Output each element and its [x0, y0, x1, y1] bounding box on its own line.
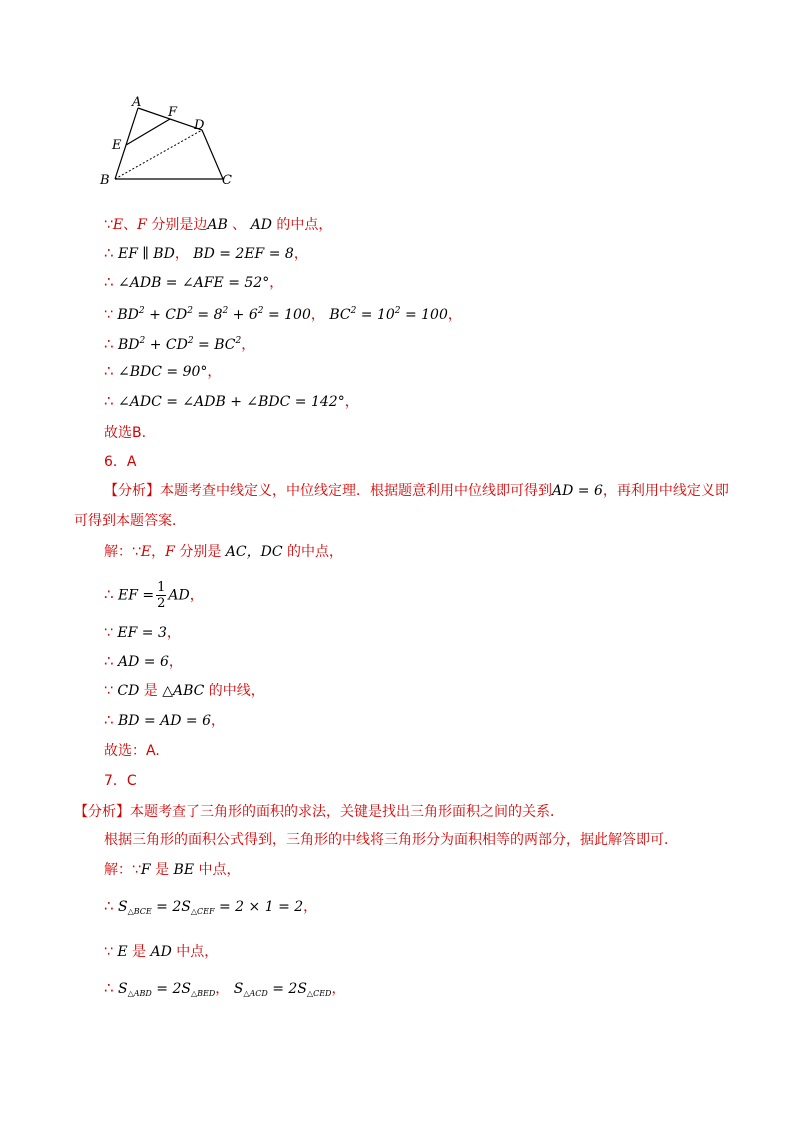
text-fragment: 分别是: [174, 544, 226, 560]
text-fragment: 分别是边: [146, 217, 208, 233]
analysis-6-line-2: 可得到本题答案．: [74, 513, 186, 529]
text-fragment: 是: [139, 683, 163, 699]
analysis-7-line-1: 【分析】本题考查了三角形的面积的求法，关键是找出三角形面积之间的关系．: [74, 804, 564, 820]
math-expression: AD = 6: [118, 654, 169, 670]
math-cd: CD: [117, 683, 140, 699]
text-fragment: 的中点，: [271, 217, 333, 233]
comma: ，: [310, 307, 325, 323]
label-c: C: [222, 173, 232, 188]
line-pythagoras-equal: [104, 331, 255, 355]
label-d: D: [194, 118, 205, 133]
solution-7-line-1: [104, 860, 241, 880]
because-symbol: ∵: [104, 944, 113, 960]
therefore-symbol: ∴: [104, 273, 114, 291]
fraction-numerator: 1: [157, 580, 166, 595]
label-e: E: [112, 138, 122, 153]
because-symbol: ∵: [104, 217, 113, 233]
math-expression: ∠BDC = 90°: [118, 364, 208, 380]
math-expression: AD = 6: [552, 483, 603, 499]
therefore-symbol: ∴: [104, 335, 114, 353]
solution-6-line-5: [104, 681, 265, 701]
math-expression: $BC^2 = 10^2 = 100$: [329, 306, 448, 323]
comma: ，: [215, 981, 230, 997]
math-expression: EF =: [118, 587, 155, 604]
var-e: E: [112, 217, 124, 233]
text-fragment: 【分析】本题考查中线定义，中位线定理．根据题意利用中位线即可得到: [104, 483, 552, 499]
text-fragment: 是: [127, 944, 151, 960]
therefore-symbol: ∴: [104, 897, 114, 915]
because-symbol: ∵: [104, 625, 113, 641]
question-6-heading: 6．A: [104, 454, 137, 470]
math-expression: $S_{\triangle BCE} = 2S_{\triangle CEF} = 2 \times 1 = 2$: [118, 899, 304, 916]
line-angle-bdc: [104, 361, 221, 382]
therefore-symbol: ∴: [104, 585, 114, 604]
therefore-symbol: ∴: [104, 362, 114, 380]
text-fragment: 的中点，: [282, 544, 343, 560]
text-fragment: 是: [150, 862, 174, 878]
comma: ，: [166, 625, 181, 641]
text-fragment: 中点，: [171, 944, 219, 960]
therefore-symbol: ∴: [104, 392, 114, 410]
separator: 、: [123, 217, 138, 233]
label-b: B: [100, 173, 110, 188]
text-fragment: 解：∵: [104, 544, 141, 560]
solution-7-line-2: [104, 896, 317, 922]
because-symbol: ∵: [104, 683, 113, 699]
comma: ，: [331, 981, 346, 997]
var-f: F: [140, 862, 151, 878]
separator: ，: [151, 544, 166, 560]
math-expression: $S_{\triangle ABD} = 2S_{\triangle BED}$: [118, 981, 216, 998]
line-ef-midpoints: [104, 215, 332, 235]
text-fragment: 的中线，: [204, 683, 265, 699]
therefore-symbol: ∴: [104, 979, 114, 997]
line-pythagoras-check: [104, 301, 462, 325]
comma: ，: [211, 713, 226, 729]
var-f: F: [165, 544, 175, 560]
label-f: F: [168, 105, 178, 120]
comma: ，: [447, 307, 462, 323]
math-expression: AD: [168, 587, 190, 604]
solution-6-line-3: [104, 623, 181, 643]
math-triangle-abc: △ABC: [162, 683, 205, 699]
text-fragment: 解：∵: [104, 862, 141, 878]
comma: ，: [303, 899, 318, 915]
text-fragment: 中点，: [194, 862, 241, 878]
math-ad: AD: [250, 217, 272, 233]
math-expression: BD = AD = 6: [118, 713, 212, 729]
line-angle-adb: [104, 272, 283, 293]
math-expression: BD = 2EF = 8: [193, 246, 294, 262]
fraction-denominator: 2: [157, 596, 166, 611]
math-expression: EF ∥ BD: [118, 246, 175, 262]
comma: ，: [174, 246, 189, 262]
comma: ，: [207, 364, 222, 380]
math-expression: $BD^2 + CD^2 = BC^2$: [118, 336, 242, 353]
math-expression: $S_{\triangle ACD} = 2S_{\triangle CED}$: [233, 981, 332, 998]
solution-6-line-2: [104, 580, 204, 611]
math-expression: ∠ADB = ∠AFE = 52°: [118, 275, 270, 291]
because-symbol: ∵: [104, 307, 113, 323]
fraction: [156, 580, 166, 611]
answer-choice-a: 故选：A.: [104, 743, 160, 759]
comma: ，: [269, 275, 284, 291]
solution-6-line-6: [104, 710, 225, 731]
analysis-6-line-1: [104, 481, 729, 501]
separator: ，: [246, 544, 261, 560]
separator: 、: [227, 217, 251, 233]
therefore-symbol: ∴: [104, 711, 114, 729]
var-e: E: [140, 544, 152, 560]
analysis-7-line-2: 根据三角形的面积公式得到，三角形的中线将三角形分为面积相等的两部分，据此解答即可．: [104, 832, 678, 848]
answer-choice-b: 故选B.: [104, 425, 147, 441]
therefore-symbol: ∴: [104, 244, 114, 262]
geometry-figure: [95, 92, 255, 192]
comma: ，: [241, 337, 256, 353]
math-ac: AC: [225, 544, 247, 560]
math-ad: AD: [150, 944, 172, 960]
question-7-heading: 7．C: [104, 773, 137, 789]
comma: ，: [168, 654, 183, 670]
math-expression: EF = 3: [117, 625, 167, 641]
comma: ，: [293, 246, 308, 262]
math-expression: $BD^2 + CD^2 = 8^2 + 6^2 = 100$: [117, 306, 311, 323]
math-expression: ∠ADC = ∠ADB + ∠BDC = 142°: [118, 394, 345, 410]
solution-7-line-4: [104, 978, 345, 1004]
therefore-symbol: ∴: [104, 652, 114, 670]
segment-dc: [202, 130, 223, 179]
math-be: BE: [173, 862, 195, 878]
var-e: E: [117, 944, 128, 960]
solution-7-line-3: [104, 942, 218, 962]
comma: ，: [189, 587, 204, 604]
comma: ，: [344, 394, 359, 410]
var-f: F: [137, 217, 147, 233]
line-ef-parallel-bd: [104, 243, 308, 264]
math-ab: AB: [207, 217, 228, 233]
solution-6-line-4: [104, 651, 183, 672]
label-a: A: [132, 95, 142, 110]
line-angle-adc: [104, 391, 359, 412]
solution-6-line-1: [104, 542, 343, 562]
math-dc: DC: [260, 544, 283, 560]
text-fragment: ，再利用中线定义即: [602, 483, 729, 499]
